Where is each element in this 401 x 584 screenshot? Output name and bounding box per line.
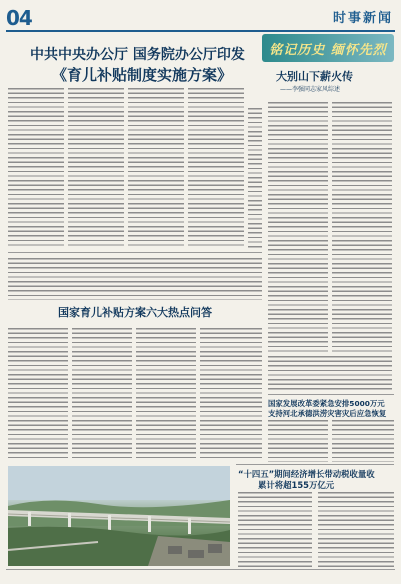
feature-headline: 大别山下薪火传 [276,70,353,83]
banner-text: 铭记历史 缅怀先烈 [269,43,387,58]
economy-headline-line2: 累计将超155万亿元 [258,480,335,490]
main-headline-line2: 《育儿补贴制度实施方案》 [52,66,233,84]
photo-illustration [8,466,230,566]
economy-body-col-2 [318,492,394,568]
disaster-headline-line2: 支持河北承德洪涝灾害灾后应急恢复 [268,409,387,418]
main-body-col-4 [188,88,244,248]
main-body-para-1 [8,88,64,248]
main-body-col-2 [68,88,124,248]
qa-body-para-1 [8,328,68,460]
right-divider-1 [268,394,394,395]
qa-body-col-2 [72,328,132,460]
feature-body-col-3 [268,356,392,390]
qa-body-para-3 [136,328,196,460]
feature-body-para-2 [332,102,392,352]
disaster-body-col-1 [268,420,328,462]
main-body-para-4 [188,88,244,248]
economy-body-para-1 [238,492,312,568]
main-headline-line1: 中共中央办公厅 国务院办公厅印发 [30,47,245,63]
feature-body-col-1 [268,102,328,352]
photo-side-text [204,496,234,562]
feature-body-col-2 [332,102,392,352]
economy-body-col-1 [238,492,312,568]
section-divider [8,252,262,253]
main-body-para-2 [68,88,124,248]
disaster-body-para-1 [268,420,328,462]
main-body-col-1 [8,88,64,248]
economy-headline-line1: “十四五”期间经济增长带动税收量收 [238,469,375,479]
qa-body-para-2 [72,328,132,460]
qa-body-col-3 [136,328,196,460]
qa-body-col-1 [8,328,68,460]
qa-headline: 国家育儿补贴方案六大热点问答 [58,306,212,319]
disaster-headline-line1: 国家发展改革委紧急安排5000万元 [268,399,385,408]
main-body-para-5 [248,108,262,248]
section-title: 时事新闻 [332,11,393,26]
qa-body-para-4 [200,328,262,460]
feature-subtitle: ——李强同志家风综述 [280,86,341,93]
disaster-body-para-2 [332,420,394,462]
news-photo [8,466,230,566]
right-divider-2 [236,464,394,465]
main-body-col-3 [128,88,184,248]
header-rule [6,30,395,32]
page-number: 04 [6,6,32,30]
qa-body-col-4 [200,328,262,460]
footer-rule [6,569,395,570]
qa-intro-block [8,258,262,300]
main-body-col-5 [248,108,262,248]
feature-body-para-3 [268,356,392,390]
feature-body-para-1 [268,102,328,352]
main-body-para-3 [128,88,184,248]
commemoration-banner [262,34,394,62]
economy-body-para-2 [318,492,394,568]
disaster-body-col-2 [332,420,394,462]
